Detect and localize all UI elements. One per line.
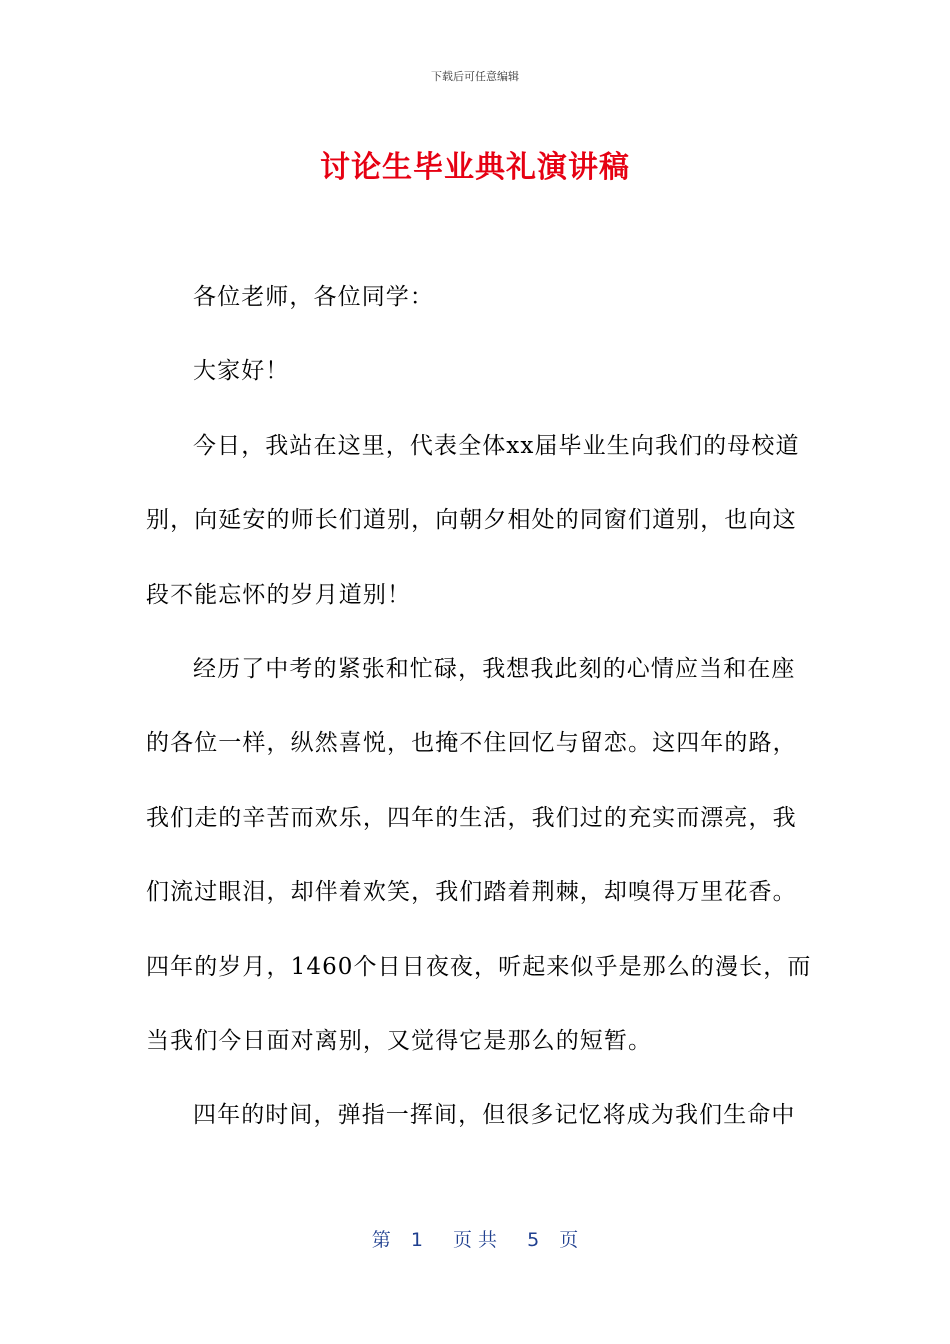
paragraph-line: 经历了中考的紧张和忙碌，我想我此刻的心情应当和在座: [193, 655, 796, 682]
footer-total-pages: 5: [527, 1229, 540, 1251]
footer-page-middle: 页 共: [452, 1229, 498, 1251]
footer-page-suffix: 页: [559, 1229, 579, 1251]
salutation-line: 各位老师，各位同学：: [193, 284, 434, 310]
header-note: 下载后可任意编辑: [431, 70, 519, 83]
paragraph-line: 的各位一样，纵然喜悦，也掩不住回忆与留恋。这四年的路，: [146, 730, 797, 757]
page-footer: [0, 1225, 950, 1252]
footer-page-prefix: 第: [371, 1229, 391, 1251]
footer-current-page: 1: [410, 1229, 423, 1251]
paragraph-line: 当我们今日面对离别，又觉得它是那么的短暂。: [146, 1027, 653, 1054]
paragraph-line: 别，向延安的师长们道别，向朝夕相处的同窗们道别，也向这: [146, 507, 797, 534]
paragraph-line: 四年的时间，弹指一挥间，但很多记忆将成为我们生命中: [193, 1102, 796, 1129]
paragraph-line: 我们走的辛苦而欢乐，四年的生活，我们过的充实而漂亮，我: [146, 804, 797, 831]
document-title: 讨论生毕业典礼演讲稿: [320, 150, 630, 185]
document-body: [146, 272, 812, 1165]
paragraph-line: 段不能忘怀的岁月道别！: [146, 581, 412, 608]
paragraph-line: 今日，我站在这里，代表全体xx届毕业生向我们的母校道: [193, 432, 800, 459]
paragraph-line: 四年的岁月，1460个日日夜夜，听起来似乎是那么的漫长，而: [146, 953, 812, 980]
greeting-line: 大家好！: [193, 358, 290, 385]
paragraph-line: 们流过眼泪，却伴着欢笑，我们踏着荆棘，却嗅得万里花香。: [146, 879, 797, 906]
